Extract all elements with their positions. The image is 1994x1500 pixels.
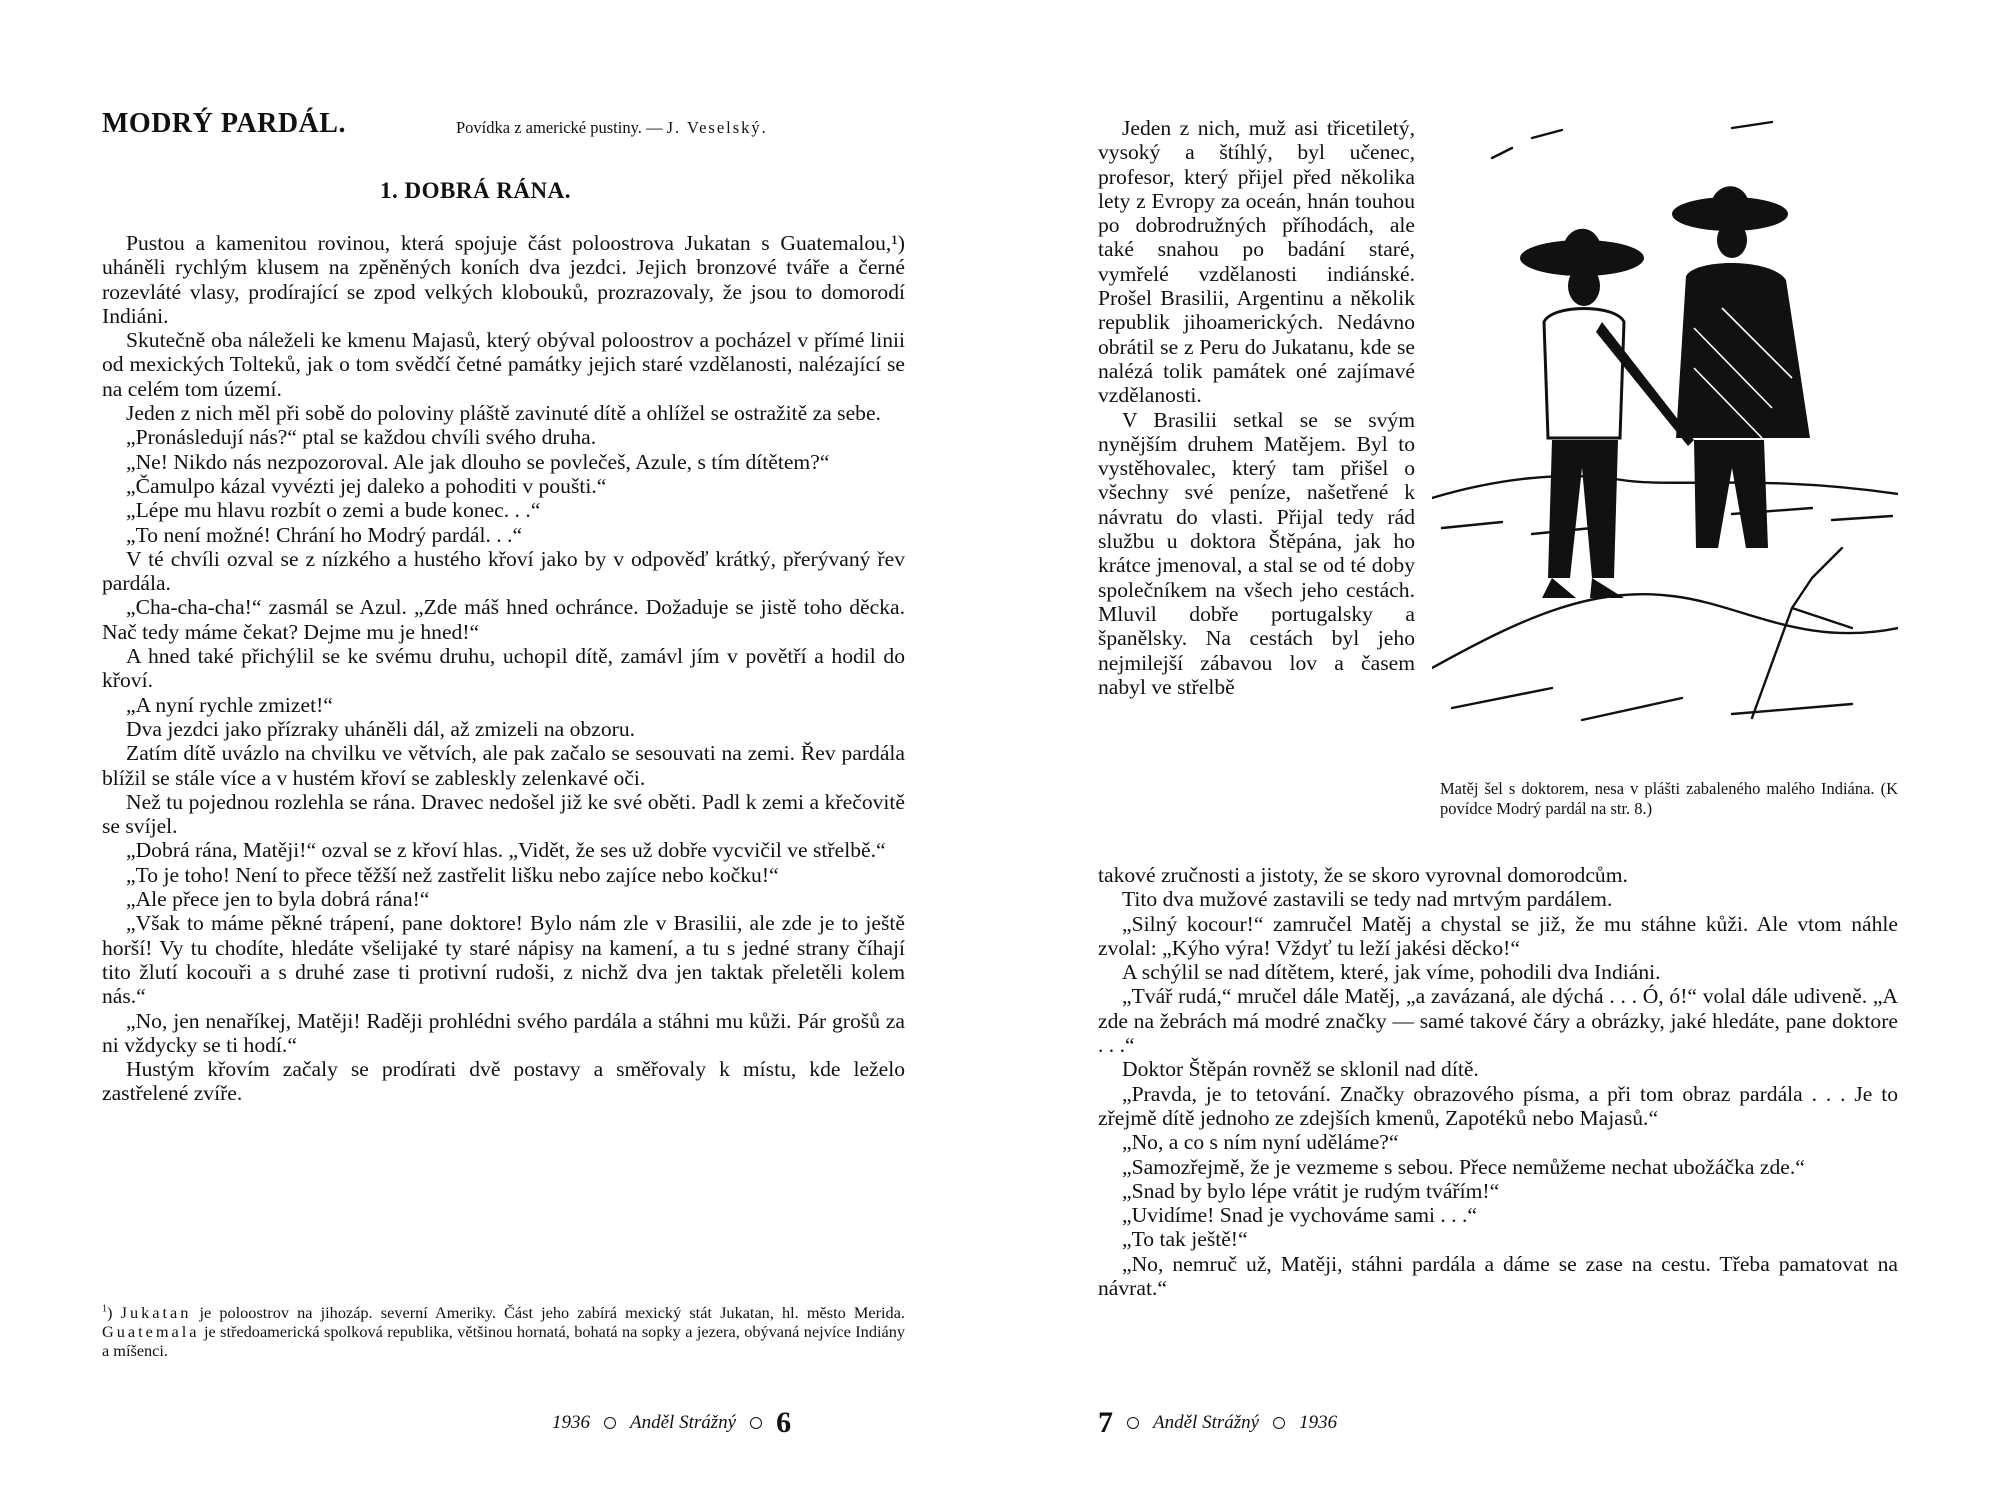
paragraph: Doktor Štěpán rovněž se sklonil nad dítě. xyxy=(1122,1057,1479,1082)
paragraph: „No, jen nenaříkej, Matěji! Raději prohlédni svého pardála a stáhni mu kůži. Pár grošů za ni vždycky se ti hodí.“ xyxy=(102,1008,905,1057)
paragraph: „Tvář rudá,“ mručel dále Matěj, „a zavázaná, ale dýchá . . . Ó, ó!“ volal dále udiveně. „A zde na žebrách má modré značky — samé takové čáry a obrázky, jaké hledáte, pane doktore . . .“ xyxy=(1098,984,1898,1058)
page-number: 7 xyxy=(1098,1406,1113,1439)
chapter-heading: 1. DOBRÁ RÁNA. xyxy=(380,178,571,203)
ornament-ring-icon xyxy=(1273,1417,1285,1429)
illustration-caption: Matěj šel s doktorem, nesa v plášti zabaleného malého Indiána. (K povídce Modrý pardál na str. 8.) xyxy=(1440,779,1898,818)
illustration-drawing xyxy=(1432,108,1898,756)
paragraph: „No, a co s ním nyní uděláme?“ xyxy=(1122,1130,1399,1155)
paragraph: Hustým křovím začaly se prodírati dvě postavy a směřovaly k místu, kde leželo zastřelené zvíře. xyxy=(102,1057,905,1106)
left-body-text xyxy=(102,231,905,1106)
footer-year: 1936 xyxy=(1299,1412,1338,1433)
footnote-marker: 1 xyxy=(102,1303,108,1315)
footer-magazine: Anděl Strážný xyxy=(630,1412,737,1433)
author-name: J. Veselský. xyxy=(666,118,768,137)
paragraph: „Samozřejmě, že je vezmeme s sebou. Přece nemůžeme nechat ubožáčka zde.“ xyxy=(1122,1154,1805,1179)
right-column-text xyxy=(1098,116,1415,699)
story-subtitle xyxy=(456,118,768,138)
footnote-term-jukatan: Jukatan xyxy=(120,1303,192,1322)
paragraph: „Cha-cha-cha!“ zasmál se Azul. „Zde máš hned ochránce. Dožaduje se jistě toho děcka. Nač tedy máme čekat? Dejme mu je hned!“ xyxy=(102,595,905,644)
paragraph: „Snad by bylo lépe vrátit je rudým tvářím!“ xyxy=(1122,1178,1500,1203)
ornament-ring-icon xyxy=(1127,1417,1139,1429)
footer-magazine: Anděl Strážný xyxy=(1153,1412,1260,1433)
story-title: MODRÝ PARDÁL. xyxy=(102,108,346,139)
paragraph: Tito dva mužové zastavili se tedy nad mrtvým pardálem. xyxy=(1122,887,1613,912)
paragraph: „Uvidíme! Snad je vychováme sami . . .“ xyxy=(1122,1203,1477,1228)
paragraph: „To je toho! Není to přece těžší než zastřelit lišku nebo zajíce nebo kočku!“ xyxy=(126,862,779,887)
ornament-ring-icon xyxy=(604,1417,616,1429)
footnote-term-guatemala: Guatemala xyxy=(102,1322,200,1341)
paragraph: Než tu pojednou rozlehla se rána. Dravec nedošel již ke své oběti. Padl k zemi a křečovitě se svíjel. xyxy=(102,789,905,839)
paragraph: „Pravda, je to tetování. Značky obrazového písma, a při tom obraz pardála . . . Je to zřejmě dítě jednoho ze zdejších kmenů, Zapotéků nebo Majasů.“ xyxy=(1098,1081,1898,1130)
footnote: $^1$) Jukatan je poloostrov na jihozáp. severní Ameriky. Část jeho zabírá mexický stát Jukatan, hl. město Merida. Guatemala je středoamerická spolková republika, většinou hornatá, bohatá na sopky a jezera, obývaná nejvíce Indiány a míšenci. xyxy=(102,1303,905,1360)
paragraph: „Ale přece jen to byla dobrá rána!“ xyxy=(126,887,430,912)
left-page-footer xyxy=(552,1406,791,1440)
paragraph: Zatím dítě uvázlo na chvilku ve větvích, ale pak začalo se sesouvati na zemi. Řev pardála blížil se stále více a v hustém křoví se zableskly zelenkavé oči. xyxy=(102,741,905,790)
footer-year: 1936 xyxy=(552,1412,590,1433)
footnote-text-guatemala: je středoamerická spolková republika, většinou hornatá, bohatá na sopky a jezera, obývaná nejvíce Indiány a míšenci. xyxy=(102,1322,905,1360)
paragraph: „Lépe mu hlavu rozbít o zemi a bude konec. . .“ xyxy=(126,498,541,523)
paragraph: „Dobrá rána, Matěji!“ ozval se z křoví hlas. „Vidět, že ses už dobře vycvičil ve střelbě.“ xyxy=(126,838,886,863)
paragraph: „Čamulpo kázal vyvézti jej daleko a pohoditi v poušti.“ xyxy=(126,473,607,498)
paragraph: V Brasilii setkal se se svým nynějším druhem Matějem. Byl to vystěhovalec, který tam přišel o všechny své peníze, našetřené k návratu do vlasti. Přijal tedy rád službu u doktora Štěpána, jak ho krátce jmenoval, a stal se od té doby společníkem na všech jeho cestách. Mluvil dobře portugalsky a španělsky. Na cestách byl jeho nejmilejší zábavou lov a časem nabyl ve střelbě xyxy=(1098,407,1415,699)
paragraph: „Pronásledují nás?“ ptal se každou chvíli svého druha. xyxy=(126,425,597,450)
paragraph: Pustou a kamenitou rovinou, která spojuje část poloostrova Jukatan s Guatemalou,¹) uháněli rychlým klusem na zpěněných koních dva jezdci. Jejich bronzové tváře a černé rozevláté vlasy, prodírající se zpod velkých klobouků, prozrazovaly, že jsou to domorodí Indiáni. xyxy=(102,231,905,328)
right-body-text xyxy=(1098,863,1898,1300)
paragraph: A hned také přichýlil se ke svému druhu, uchopil dítě, zamávl jím v povětří a hodil do křoví. xyxy=(102,644,905,693)
page-number: 6 xyxy=(776,1406,792,1439)
paragraph: Jeden z nich, muž asi třicetiletý, vysoký a štíhlý, byl učenec, profesor, který přijel před několika lety z Evropy za oceán, hnán touhou po dobrodružných příhodách, ale také snahou po badání staré, vymřelé vzdělanosti indiánské. Prošel Brasilii, Argentinu a několik republik jihoamerických. Nedávno obrátil se z Peru do Jukatanu, kde se nalézá tolik památek oné zajímavé vzdělanosti. xyxy=(1098,116,1415,408)
paragraph: Skutečně oba náleželi ke kmenu Majasů, který obýval poloostrov a pocházel v přímé linii od mexických Tolteků, jak o tom svědčí četné památky jejich staré vzdělanosti, nalézající se na celém tom území. xyxy=(102,328,905,401)
subtitle-text: Povídka z americké pustiny. — xyxy=(456,118,663,137)
paragraph: Dva jezdci jako přízraky uháněli dál, až zmizeli na obzoru. xyxy=(126,716,636,741)
footnote-text-jukatan: je poloostrov na jihozáp. severní Ameriky. Část jeho zabírá mexický stát Jukatan, hl. město Merida. xyxy=(199,1303,905,1322)
paragraph: „No, nemruč už, Matěji, stáhni pardála a dáme se zase na cestu. Třeba pamatovat na návrat.“ xyxy=(1098,1251,1898,1301)
paragraph: „Silný kocour!“ zamručel Matěj a chystal se již, že mu stáhne kůži. Ale vtom náhle zvolal: „Kýho výra! Vždyť tu leží jakési děcko!“ xyxy=(1098,911,1898,960)
ornament-ring-icon xyxy=(750,1417,762,1429)
paragraph: „To tak ještě!“ xyxy=(1122,1227,1248,1252)
paragraph: „A nyní rychle zmizet!“ xyxy=(126,692,333,717)
paragraph: A schýlil se nad dítětem, které, jak víme, pohodili dva Indiáni. xyxy=(1122,960,1661,985)
paragraph: „Však to máme pěkné trápení, pane doktore! Bylo nám zle v Brasilii, ale zde je to ještě horší! Vy tu chodíte, hledáte všelijaké ty staré nápisy na kamení, a tu s jedné strany číhají tito žlutí kocouři a s druhé zase ti protivní rudoši, z nichž dva jen taktak přeletěli kolem nás.“ xyxy=(102,911,905,1009)
paragraph: „To není možné! Chrání ho Modrý pardál. . .“ xyxy=(126,522,523,547)
right-page-footer xyxy=(1098,1406,1337,1440)
paragraph: V té chvíli ozval se z nízkého a hustého křoví jako by v odpověď krátký, přerývaný řev pardála. xyxy=(102,546,905,596)
paragraph: takové zručnosti a jistoty, že se skoro vyrovnal domorodcům. xyxy=(1098,863,1628,887)
paragraph: Jeden z nich měl při sobě do poloviny pláště zavinuté dítě a ohlížel se ostražitě za sebe. xyxy=(126,401,881,426)
illustration xyxy=(1432,108,1898,756)
paragraph: „Ne! Nikdo nás nezpozoroval. Ale jak dlouho se povlečeš, Azule, s tím dítětem?“ xyxy=(126,449,830,474)
